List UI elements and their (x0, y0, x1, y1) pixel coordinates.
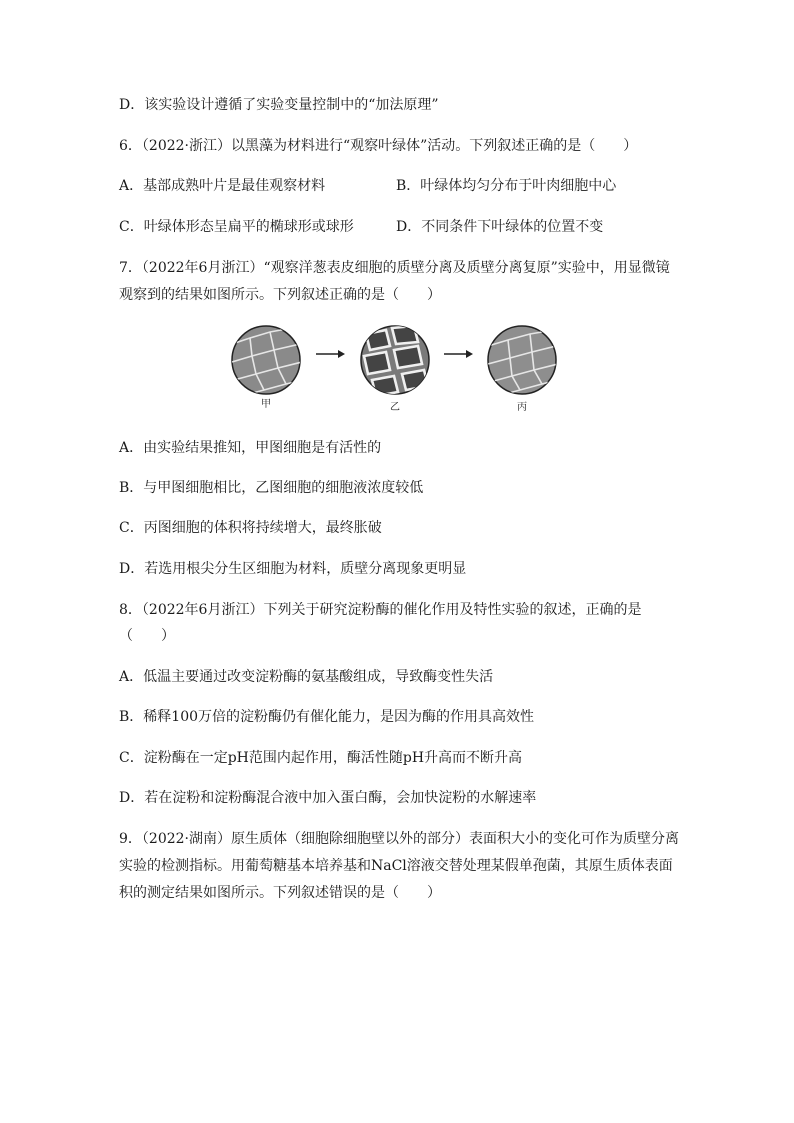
arrow-icon (444, 350, 473, 358)
q7-stem-line1: 7．（2022年6月浙江）“观察洋葱表皮细胞的质壁分离及质壁分离复原”实验中，用显微镜 (119, 260, 670, 276)
q9-stem-line2: 实验的检测指标。用葡萄糖基本培养基和NaCl溶液交替处理某假单孢菌，其原生质体表面 (119, 858, 673, 874)
q8-option-d: D．若在淀粉和淀粉酶混合液中加入蛋白酶，会加快淀粉的水解速率 (119, 790, 537, 806)
q9-stem-line1: 9．（2022·湖南）原生质体（细胞除细胞壁以外的部分）表面积大小的变化可作为质壁分离 (119, 831, 679, 847)
q7-option-a: A．由实验结果推知，甲图细胞是有活性的 (119, 440, 382, 456)
q6-option-a: A．基部成熟叶片是最佳观察材料 (119, 178, 326, 194)
q7-option-d: D．若选用根尖分生区细胞为材料，质壁分离现象更明显 (119, 561, 467, 577)
q6-option-b: B．叶绿体均匀分布于叶肉细胞中心 (396, 178, 617, 194)
q8-option-b: B．稀释100万倍的淀粉酶仍有催化能力，是因为酶的作用具高效性 (119, 709, 535, 725)
micrograph-jia (232, 326, 304, 396)
figure-label-bing: 丙 (517, 402, 527, 413)
q8-option-a: A．低温主要通过改变淀粉酶的氨基酸组成，导致酶变性失活 (119, 669, 494, 685)
q5-option-d: D．该实验设计遵循了实验变量控制中的“加法原理” (119, 97, 439, 113)
q8-stem-line1: 8．（2022年6月浙江）下列关于研究淀粉酶的催化作用及特性实验的叙述，正确的是 (119, 602, 642, 618)
q6-stem: 6．（2022·浙江）以黑藻为材料进行“观察叶绿体”活动。下列叙述正确的是（ ） (119, 138, 638, 154)
figure-label-yi: 乙 (390, 402, 400, 413)
micrograph-yi (361, 326, 429, 396)
q7-option-c: C．丙图细胞的体积将持续增大，最终胀破 (119, 520, 382, 536)
q7-option-b: B．与甲图细胞相比，乙图细胞的细胞液浓度较低 (119, 480, 424, 496)
q6-option-c: C．叶绿体形态呈扁平的椭球形或球形 (119, 219, 354, 235)
q8-option-c: C．淀粉酶在一定pH范围内起作用，酶活性随pH升高而不断升高 (119, 750, 523, 766)
figure-label-jia: 甲 (261, 399, 271, 410)
arrow-icon (316, 350, 345, 358)
q7-micrograph-figure (230, 324, 560, 416)
q8-stem-line2: （ ） (119, 628, 175, 644)
micrograph-bing (488, 326, 558, 396)
q6-option-d: D．不同条件下叶绿体的位置不变 (396, 219, 604, 235)
q7-stem-line2: 观察到的结果如图所示。下列叙述正确的是（ ） (119, 287, 441, 303)
q9-stem-line3: 积的测定结果如图所示。下列叙述错误的是（ ） (119, 885, 441, 901)
